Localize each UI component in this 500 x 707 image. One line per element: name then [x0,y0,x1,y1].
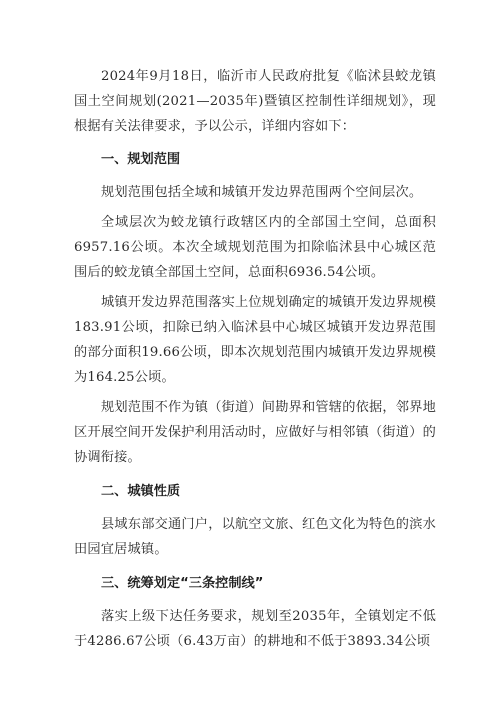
paragraph-scope-coordination: 规划范围不作为镇（街道）间勘界和管辖的依据，邻界地区开展空间开发保护利用活动时，应做好与相邻镇（街道）的协调衔接。 [74,400,436,465]
section-heading-planning-scope: 一、规划范围 [101,152,181,167]
section-heading-control-lines: 三、统筹划定“三条控制线” [101,576,264,591]
paragraph-scope-levels: 规划范围包括全域和城镇开发边界范围两个空间层次。 [101,185,423,200]
paragraph-town-nature: 县域东部交通门户，以航空文旅、红色文化为特色的滨水田园宜居城镇。 [74,517,436,557]
paragraph-control-lines: 落实上级下达任务要求，规划至2035年，全镇划定不低于4286.67公顷（6.43万亩）的耕地和不低于3893.34公顷 [74,609,436,649]
intro-paragraph: 2024年9月18日，临沂市人民政府批复《临沭县蛟龙镇国土空间规划(2021—2035年)暨镇区控制性详细规划》，现根据有关法律要求，予以公示，详细内容如下： [74,69,436,134]
paragraph-scope-urban-boundary: 城镇开发边界范围落实上位规划确定的城镇开发边界规模183.91公顷，扣除已纳入临沭县中心城区城镇开发边界范围的部分面积19.66公顷，即本次规划范围内城镇开发边界规模为164.25公顷。 [74,295,436,385]
document-body [74,64,436,654]
section-heading-town-nature: 二、城镇性质 [101,484,181,499]
paragraph-scope-region: 全域层次为蛟龙镇行政辖区内的全部国土空间，总面积6957.16公顷。本次全域规划范围为扣除临沭县中心城区范围后的蛟龙镇全部国土空间，总面积6936.54公顷。 [74,215,436,280]
